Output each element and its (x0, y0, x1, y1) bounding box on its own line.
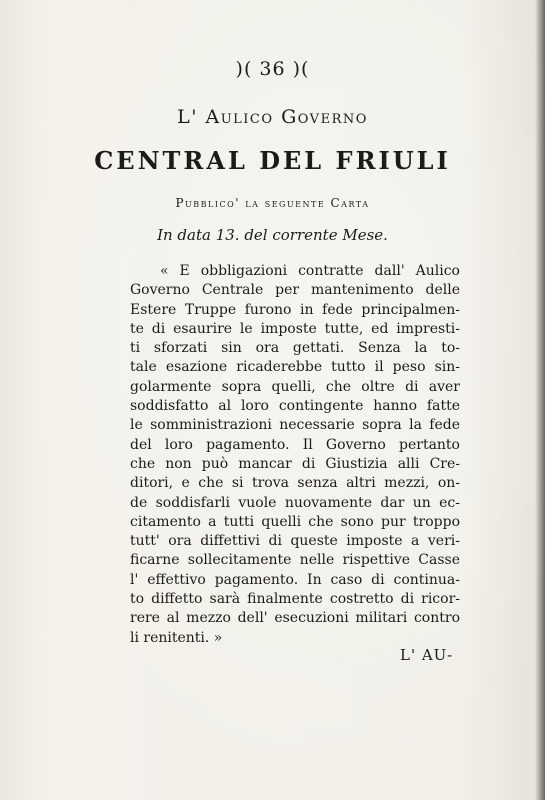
text-line: le somministrazioni necessarie sopra la fede (130, 417, 460, 434)
body-text (130, 262, 460, 648)
heading-line-1: L' Aulico Governo (177, 106, 368, 128)
text-line: to diffetto sarà finalmente costretto di ricor- (130, 591, 460, 608)
text-line: Governo Centrale per mantenimento delle (130, 282, 460, 299)
page-number: )( 36 )( (235, 58, 310, 80)
text-line: li renitenti. » (130, 629, 223, 646)
text-line: de soddisfarli vuole nuovamente dar un ec- (130, 494, 460, 511)
text-line: te di esaurire le imposte tutte, ed impresti- (130, 320, 460, 337)
text-line: che non può mancar di Giustizia alli Cre- (130, 455, 460, 472)
text-line: tutt' ora diffettivi di queste imposte a veri- (130, 533, 460, 550)
text-line: ditori, e che si trova senza altri mezzi, on- (130, 475, 460, 492)
text-line: l' effettivo pagamento. In caso di continua- (130, 571, 460, 588)
text-line: ficarne sollecitamente nelle rispettive Casse (130, 552, 460, 569)
text-line: Estere Truppe furono in fede principalmen- (130, 301, 460, 318)
catchword: L' AU- (400, 646, 454, 664)
heading-date: In data 13. del corrente Mese. (157, 226, 388, 244)
heading-line-3: Pubblico' la seguente Carta (175, 196, 370, 210)
text-line: soddisfatto al loro contingente hanno fatte (130, 398, 460, 415)
heading-line-2: CENTRAL DEL FRIULI (94, 146, 451, 175)
text-line: tale esazione ricaderebbe tutto il peso sin- (130, 359, 460, 376)
text-line: ti sforzati sin ora gettati. Senza la to- (130, 340, 460, 357)
text-line: rere al mezzo dell' esecuzioni militari contro (130, 610, 460, 627)
text-line: golarmente sopra quelli, che oltre di aver (130, 378, 460, 395)
text-line: « E obbligazioni contratte dall' Aulico (160, 263, 460, 279)
text-line: del loro pagamento. Il Governo pertanto (130, 436, 460, 453)
text-line: citamento a tutti quelli che sono pur troppo (130, 513, 460, 530)
